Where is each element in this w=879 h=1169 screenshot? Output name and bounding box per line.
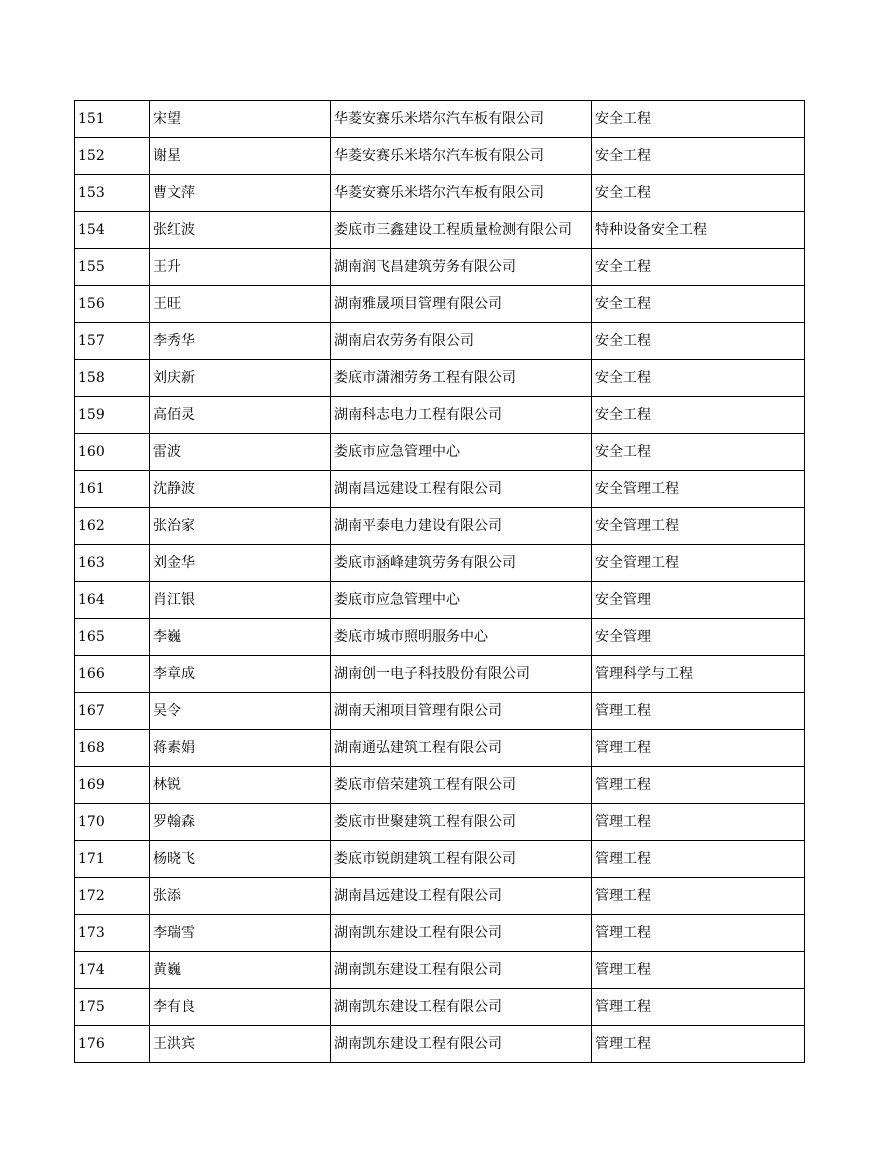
table-row [75,360,805,397]
major-cell: 管理工程 [592,693,805,730]
organization-cell: 华菱安赛乐米塔尔汽车板有限公司 [331,101,592,138]
table-row [75,693,805,730]
person-name-cell: 李瑞雪 [150,915,331,952]
major-cell: 安全管理 [592,619,805,656]
organization-cell: 娄底市城市照明服务中心 [331,619,592,656]
organization-cell: 娄底市潇湘劳务工程有限公司 [331,360,592,397]
row-number-cell: 152 [75,138,150,175]
table-row [75,656,805,693]
major-cell: 管理工程 [592,767,805,804]
person-name-cell: 吴令 [150,693,331,730]
organization-cell: 湖南昌远建设工程有限公司 [331,878,592,915]
major-cell: 安全工程 [592,323,805,360]
person-name-cell: 黄巍 [150,952,331,989]
row-number-cell: 159 [75,397,150,434]
person-name-cell: 李巍 [150,619,331,656]
row-number-cell: 174 [75,952,150,989]
table-row [75,841,805,878]
table-row [75,101,805,138]
organization-cell: 湖南天湘项目管理有限公司 [331,693,592,730]
organization-cell: 湖南平泰电力建设有限公司 [331,508,592,545]
roster-body [75,101,805,1063]
organization-cell: 湖南雅晟项目管理有限公司 [331,286,592,323]
major-cell: 安全工程 [592,249,805,286]
major-cell: 特种设备安全工程 [592,212,805,249]
major-cell: 安全工程 [592,397,805,434]
person-name-cell: 王升 [150,249,331,286]
major-cell: 管理工程 [592,730,805,767]
person-name-cell: 宋望 [150,101,331,138]
organization-cell: 娄底市世聚建筑工程有限公司 [331,804,592,841]
major-cell: 管理工程 [592,915,805,952]
person-name-cell: 李章成 [150,656,331,693]
table-row [75,989,805,1026]
row-number-cell: 172 [75,878,150,915]
person-name-cell: 王洪宾 [150,1026,331,1063]
row-number-cell: 162 [75,508,150,545]
row-number-cell: 160 [75,434,150,471]
table-row [75,767,805,804]
table-row [75,582,805,619]
table-row [75,471,805,508]
major-cell: 管理工程 [592,841,805,878]
row-number-cell: 171 [75,841,150,878]
organization-cell: 湖南凯东建设工程有限公司 [331,952,592,989]
major-cell: 安全管理 [592,582,805,619]
table-row [75,323,805,360]
row-number-cell: 163 [75,545,150,582]
row-number-cell: 167 [75,693,150,730]
person-name-cell: 杨晓飞 [150,841,331,878]
table-row [75,804,805,841]
row-number-cell: 153 [75,175,150,212]
table-row [75,434,805,471]
table-row [75,249,805,286]
organization-cell: 湖南通弘建筑工程有限公司 [331,730,592,767]
table-row [75,730,805,767]
person-name-cell: 张红波 [150,212,331,249]
table-row [75,508,805,545]
person-name-cell: 曹文萍 [150,175,331,212]
organization-cell: 娄底市锐朗建筑工程有限公司 [331,841,592,878]
organization-cell: 湖南润飞昌建筑劳务有限公司 [331,249,592,286]
major-cell: 安全管理工程 [592,545,805,582]
organization-cell: 湖南凯东建设工程有限公司 [331,915,592,952]
major-cell: 安全管理工程 [592,471,805,508]
major-cell: 安全工程 [592,138,805,175]
major-cell: 安全工程 [592,434,805,471]
table-row [75,915,805,952]
major-cell: 管理工程 [592,1026,805,1063]
row-number-cell: 154 [75,212,150,249]
person-name-cell: 刘金华 [150,545,331,582]
organization-cell: 湖南创一电子科技股份有限公司 [331,656,592,693]
row-number-cell: 156 [75,286,150,323]
person-name-cell: 王旺 [150,286,331,323]
roster-sheet [74,100,804,1063]
table-row [75,138,805,175]
table-row [75,286,805,323]
organization-cell: 娄底市三鑫建设工程质量检测有限公司 [331,212,592,249]
organization-cell: 娄底市涵峰建筑劳务有限公司 [331,545,592,582]
table-row [75,1026,805,1063]
major-cell: 管理科学与工程 [592,656,805,693]
person-name-cell: 李秀华 [150,323,331,360]
organization-cell: 娄底市应急管理中心 [331,434,592,471]
organization-cell: 娄底市应急管理中心 [331,582,592,619]
organization-cell: 华菱安赛乐米塔尔汽车板有限公司 [331,175,592,212]
table-row [75,397,805,434]
table-row [75,212,805,249]
major-cell: 管理工程 [592,878,805,915]
row-number-cell: 169 [75,767,150,804]
row-number-cell: 164 [75,582,150,619]
table-row [75,545,805,582]
row-number-cell: 155 [75,249,150,286]
row-number-cell: 173 [75,915,150,952]
row-number-cell: 175 [75,989,150,1026]
person-name-cell: 雷波 [150,434,331,471]
roster-table [74,100,805,1063]
row-number-cell: 170 [75,804,150,841]
row-number-cell: 158 [75,360,150,397]
organization-cell: 湖南昌远建设工程有限公司 [331,471,592,508]
person-name-cell: 沈静波 [150,471,331,508]
row-number-cell: 166 [75,656,150,693]
row-number-cell: 165 [75,619,150,656]
row-number-cell: 157 [75,323,150,360]
person-name-cell: 谢星 [150,138,331,175]
organization-cell: 湖南凯东建设工程有限公司 [331,989,592,1026]
organization-cell: 湖南启农劳务有限公司 [331,323,592,360]
person-name-cell: 蒋素娟 [150,730,331,767]
table-row [75,619,805,656]
organization-cell: 娄底市倍荣建筑工程有限公司 [331,767,592,804]
major-cell: 安全管理工程 [592,508,805,545]
person-name-cell: 肖江银 [150,582,331,619]
organization-cell: 湖南科志电力工程有限公司 [331,397,592,434]
row-number-cell: 161 [75,471,150,508]
person-name-cell: 林锐 [150,767,331,804]
person-name-cell: 刘庆新 [150,360,331,397]
person-name-cell: 罗翰森 [150,804,331,841]
table-row [75,952,805,989]
row-number-cell: 176 [75,1026,150,1063]
major-cell: 安全工程 [592,175,805,212]
row-number-cell: 168 [75,730,150,767]
person-name-cell: 张治家 [150,508,331,545]
person-name-cell: 李有良 [150,989,331,1026]
organization-cell: 华菱安赛乐米塔尔汽车板有限公司 [331,138,592,175]
major-cell: 安全工程 [592,101,805,138]
organization-cell: 湖南凯东建设工程有限公司 [331,1026,592,1063]
table-row [75,175,805,212]
table-row [75,878,805,915]
person-name-cell: 张添 [150,878,331,915]
major-cell: 管理工程 [592,952,805,989]
row-number-cell: 151 [75,101,150,138]
major-cell: 安全工程 [592,286,805,323]
major-cell: 管理工程 [592,804,805,841]
person-name-cell: 高佰灵 [150,397,331,434]
major-cell: 安全工程 [592,360,805,397]
major-cell: 管理工程 [592,989,805,1026]
